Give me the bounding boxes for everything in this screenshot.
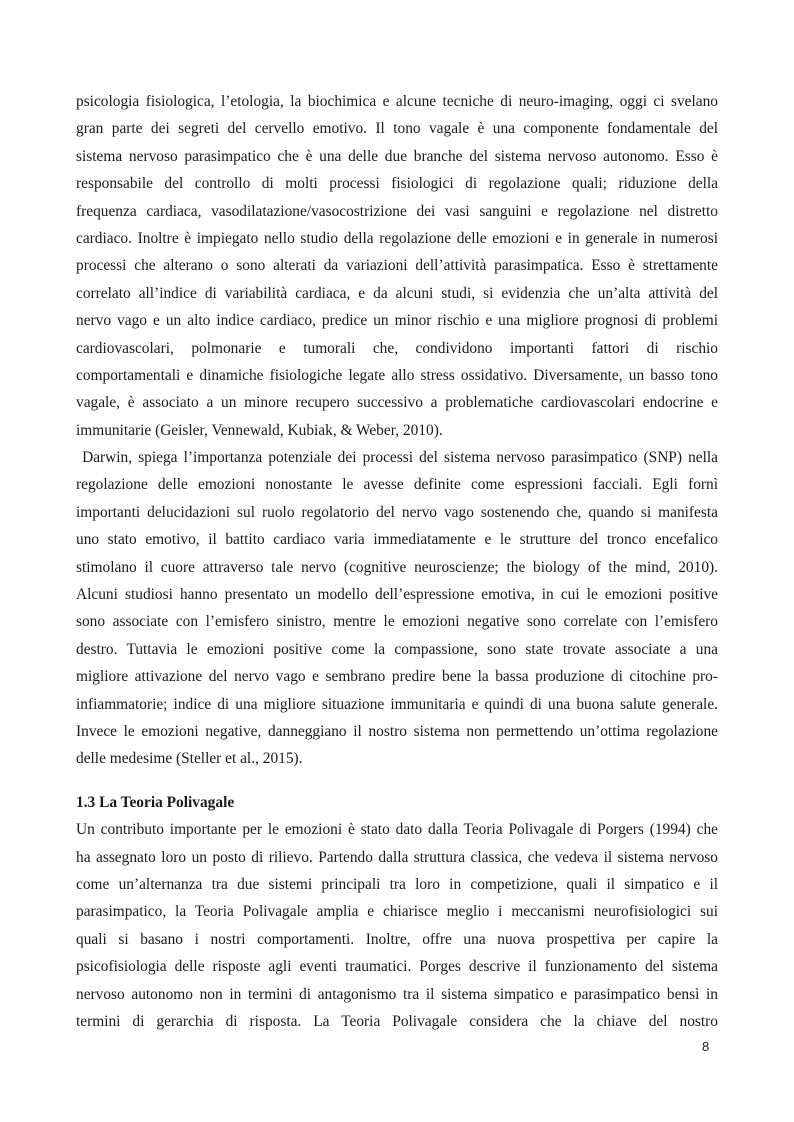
page-number: 8 [702, 1039, 710, 1054]
text-line: destro. Tuttavia le emozioni positive come la compassione, sono state trovate associate a una [76, 640, 718, 658]
text-line: nervo vago e un alto indice cardiaco, predice un minor rischio e una migliore prognosi di problemi [76, 312, 718, 330]
text-line: cardiaco. Inoltre è impiegato nello studio della regolazione delle emozioni e in generale in numerosi [76, 229, 718, 247]
text-line: Darwin, spiega l’importanza potenziale dei processi del sistema nervoso parasimpatico (SNP) nella [76, 449, 718, 467]
text-line: sistema nervoso parasimpatico che è una delle due branche del sistema nervoso autonomo. Esso è [76, 147, 718, 165]
text-line: psicologia fisiologica, l’etologia, la biochimica e alcune tecniche di neuro-imaging, oggi ci svelano [76, 93, 718, 110]
text-line: responsabile del controllo di molti processi fisiologici di regolazione quali; riduzione della [76, 175, 718, 193]
text-line: delle medesime (Steller et al., 2015). [76, 750, 303, 768]
body-paragraph-1 [76, 88, 718, 444]
text-line: nervoso autonomo non in termini di antagonismo tra il sistema simpatico e parasimpatico bensì in [76, 985, 718, 1003]
text-line: uno stato emotivo, il battito cardiaco varia immediatamente e le strutture del tronco encefalico [76, 531, 718, 549]
body-paragraph-2 [76, 444, 718, 773]
text-line: stimolano il cuore attraverso tale nervo (cognitive neuroscienze; the biology of the mind, 2010). [76, 558, 718, 576]
text-line: migliore attivazione del nervo vago e sembrano predire bene la bassa produzione di citochine pro- [76, 668, 718, 686]
text-line: immunitarie (Geisler, Vennewald, Kubiak, & Weber, 2010). [76, 421, 443, 439]
section-heading: 1.3 La Teoria Polivagale [76, 793, 235, 811]
text-line: come un’alternanza tra due sistemi principali tra loro in competizione, quali il simpatico e il [76, 875, 718, 893]
text-line: Alcuni studiosi hanno presentato un modello dell’espressione emotiva, in cui le emozioni positive [76, 586, 718, 604]
text-line: psicofisiologia delle risposte agli eventi traumatici. Porges descrive il funzionamento del sistema [76, 958, 718, 976]
body-paragraph-3 [76, 816, 718, 1035]
text-line: correlato all’indice di variabilità cardiaca, e da alcuni studi, si evidenzia che un’alta attività del [76, 284, 718, 302]
text-line: Un contributo importante per le emozioni è stato dato dalla Teoria Polivagale di Porgers (1994) che [76, 821, 718, 839]
text-line: regolazione delle emozioni nonostante le avesse definite come espressioni facciali. Egli fornì [76, 476, 718, 494]
text-line: comportamentali e dinamiche fisiologiche legate allo stress ossidativo. Diversamente, un basso tono [76, 366, 718, 384]
text-line: sono associate con l’emisfero sinistro, mentre le emozioni negative sono correlate con l’emisfero [76, 613, 718, 631]
text-line: quali si basano i nostri comportamenti. Inoltre, offre una nuova prospettiva per capire la [76, 930, 718, 948]
text-line: parasimpatico, la Teoria Polivagale amplia e chiarisce meglio i meccanismi neurofisiologici sui [76, 903, 718, 921]
text-line: gran parte dei segreti del cervello emotivo. Il tono vagale è una componente fondamentale del [76, 120, 718, 138]
document-page [76, 88, 718, 1035]
text-line: vagale, è associato a un minore recupero successivo a problematiche cardiovascolari endocrine e [76, 394, 718, 412]
text-line: processi che alterano o sono alterati da variazioni dell’attività parasimpatica. Esso è strettamente [76, 257, 718, 275]
text-line: infiammatorie; indice di una migliore situazione immunitaria e quindi di una buona salute generale. [76, 695, 718, 713]
text-line: termini di gerarchia di risposta. La Teoria Polivagale considera che la chiave del nostro [76, 1012, 718, 1030]
text-line: ha assegnato loro un posto di rilievo. Partendo dalla struttura classica, che vedeva il sistema nervoso [76, 848, 718, 866]
text-line: Invece le emozioni negative, danneggiano il nostro sistema non permettendo un’ottima regolazione [76, 722, 718, 740]
text-line: frequenza cardiaca, vasodilatazione/vasocostrizione dei vasi sanguini e regolazione nel distretto [76, 202, 718, 220]
text-line: importanti delucidazioni sul ruolo regolatorio del nervo vago sostenendo che, quando si manifesta [76, 503, 718, 521]
text-line: cardiovascolari, polmonarie e tumorali che, condividono importanti fattori di rischio [76, 339, 718, 357]
